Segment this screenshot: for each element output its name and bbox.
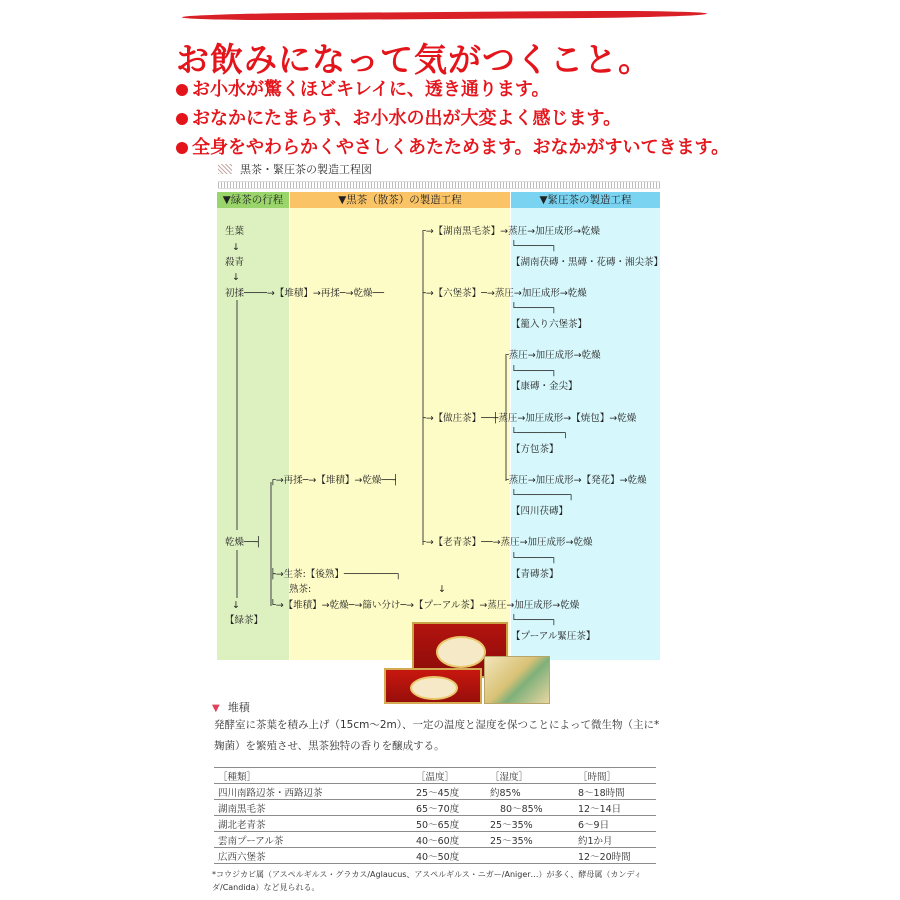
table-row: 広西六堡茶 40〜50度 12〜20時間 [214,848,656,864]
compressed-tea-header: ▼緊圧茶の製造工程 [511,192,660,208]
flow-connector: └─────────┐ [511,490,574,501]
flow-step: ├→生茶:【後熟】─────────┐ [270,569,402,580]
flow-product: 【プーアル緊圧茶】 [511,631,596,642]
flow-step: ┌→再揉─→【堆積】→乾燥──┤ [270,475,399,486]
benefit-item: お小水が驚くほどキレイに、透き通ります。 [176,75,729,104]
flow-arrow: ↓ [232,242,240,253]
flow-connector: └──────┐ [511,303,557,314]
flow-connector: └──────┐ [511,241,557,252]
flow-product: 【籠入り六堡茶】 [511,319,588,330]
fermentation-table [214,767,656,864]
flow-product: 【湖南茯磚・黒磚・花磚・湘尖茶】 [511,257,664,268]
green-tea-header: ▼緑茶の行程 [217,192,289,208]
table-row: 湖北老青茶 50〜65度 25〜35% 6〜9日 [214,816,656,832]
flow-arrow: ↓ [232,600,240,611]
flow-step: ┌蒸圧→加圧成形→乾燥 [503,350,601,361]
footnote: *コウジカビ属（アスペルギルス・グラカス/Aglaucus、アスペルギルス・ニガー/Aniger…）が多く、酵母属（カンディダ/Candida）など見られる。 [212,870,642,892]
flow-step: 初揉────→【堆積】→再揉─→乾燥── [225,288,384,299]
table-header: ［温度］ [412,768,486,784]
flow-step: ┌→【湖南黒毛茶】→蒸圧→加圧成形→乾燥 [420,226,601,237]
flow-connector: └──────┐ [511,615,557,626]
flow-step: ├→【六堡茶】─→蒸圧→加圧成形→乾燥 [420,288,587,299]
benefit-item: 全身をやわらかくやさしくあたためます。おなかがすいてきます。 [176,133,729,162]
table-row: 四川南路辺茶・西路辺茶 25〜45度 約85% 8〜18時間 [214,784,656,800]
flow-step: └→【老青茶】──→蒸圧→加圧成形→乾燥 [420,537,593,548]
box-emblem [410,676,458,700]
flow-connector: └──────┐ [511,553,557,564]
box-emblem [436,636,486,668]
flow-step: 乾燥──┤ [225,537,262,548]
flow-step: └→【堆積】→乾燥─→篩い分け─→【プーアル茶】→蒸圧→加圧成形→乾燥 [270,600,580,611]
flow-step: 殺青 [225,257,245,268]
flow-connector: └──────┐ [511,366,557,377]
table-header: ［種類］ [214,768,412,784]
flow-connector: └────────┐ [511,428,569,439]
flow-product: 【康磚・金尖】 [511,381,578,392]
table-header-row [214,768,656,784]
triangle-down-icon: ▼ [212,703,220,714]
flow-arrow: ↓ [232,272,240,283]
table-header: ［時間］ [574,768,656,784]
section-heading: ▼ 堆積 [212,701,250,714]
flow-arrow: ↓ [438,584,446,595]
table-row: 雲南プーアル茶 40〜60度 25〜35% 約1か月 [214,832,656,848]
flow-product: 【緑茶】 [225,615,264,626]
flow-product: 【四川茯磚】 [511,506,569,517]
table-row: 湖南黒毛茶 65〜70度 80〜85% 12〜14日 [214,800,656,816]
flow-step: └蒸圧→加圧成形→【発花】→乾燥 [503,475,647,486]
tea-tin-photo [484,656,550,704]
flow-step: 熟茶: [289,584,312,595]
table-header: ［湿度］ [486,768,574,784]
flow-product: 【青磚茶】 [511,569,559,580]
benefit-item: おなかにたまらず、お小水の出が大変よく感じます。 [176,104,729,133]
flow-step: ├→【做庄茶】──┼蒸圧→加圧成形→【焼包】→乾燥 [420,413,637,424]
page-headline: お飲みになって気がつくこと。 [176,40,652,79]
flow-step: 生葉 [225,226,245,237]
dark-tea-header: ▼黒茶（散茶）の製造工程 [290,192,510,208]
flow-product: 【方包茶】 [511,444,559,455]
section-body: 発酵室に茶葉を積み上げ（15cm〜2m）、一定の温度と湿度を保つことによって微生物（主に*麹菌）を繁殖させ、黒茶独特の香りを醸成する。 [214,719,660,752]
figure-title: 黒茶・緊圧茶の製造工程図 [218,163,372,177]
tea-box-photo [384,668,482,704]
